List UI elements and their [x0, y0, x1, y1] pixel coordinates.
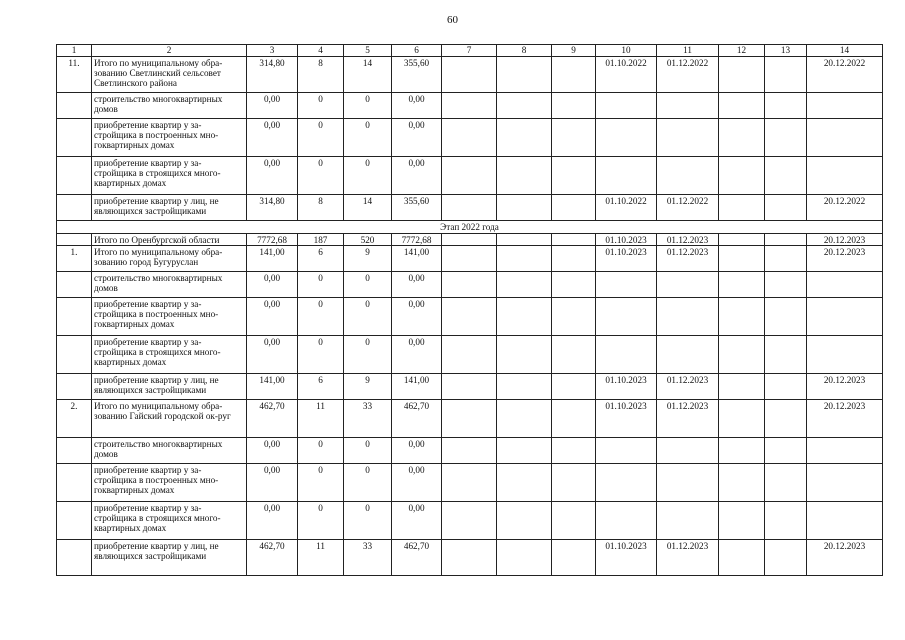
column-number-6: 6 — [392, 45, 442, 57]
row-number-cell — [57, 336, 92, 374]
value-cell-c11: 01.12.2023 — [657, 374, 719, 400]
value-cell-c4: 0 — [298, 157, 344, 195]
empty-cell — [497, 336, 552, 374]
column-number-13: 13 — [765, 45, 807, 57]
value-cell-c3: 0,00 — [247, 464, 298, 502]
row-name-cell: строительство многоквартирных домов — [92, 93, 247, 119]
value-cell-c10 — [596, 438, 657, 464]
empty-cell — [765, 298, 807, 336]
value-cell-c11: 01.12.2023 — [657, 540, 719, 576]
value-cell-c5: 9 — [344, 374, 392, 400]
value-cell-c10 — [596, 272, 657, 298]
value-cell-c3: 0,00 — [247, 157, 298, 195]
value-cell-c5: 0 — [344, 157, 392, 195]
empty-cell — [442, 502, 497, 540]
value-cell-c10: 01.10.2022 — [596, 195, 657, 221]
empty-cell — [719, 298, 765, 336]
row-name-cell: приобретение квартир у за-стройщика в строящихся много-квартирных домах — [92, 157, 247, 195]
value-cell-c6: 7772,68 — [392, 234, 442, 246]
empty-cell — [765, 502, 807, 540]
empty-cell — [719, 57, 765, 93]
empty-cell — [552, 336, 596, 374]
value-cell-c4: 0 — [298, 93, 344, 119]
empty-cell — [497, 195, 552, 221]
table-row — [57, 540, 883, 576]
empty-cell — [719, 464, 765, 502]
empty-cell — [719, 336, 765, 374]
value-cell-c6: 141,00 — [392, 374, 442, 400]
row-name-cell: приобретение квартир у за-стройщика в строящихся много-квартирных домах — [92, 502, 247, 540]
value-cell-c5: 9 — [344, 246, 392, 272]
value-cell-c6: 0,00 — [392, 119, 442, 157]
empty-cell — [719, 234, 765, 246]
value-cell-c11 — [657, 438, 719, 464]
empty-cell — [442, 234, 497, 246]
row-number-cell — [57, 374, 92, 400]
value-cell-c11: 01.12.2023 — [657, 400, 719, 438]
value-cell-c3: 314,80 — [247, 195, 298, 221]
value-cell-c14 — [807, 119, 883, 157]
value-cell-c11: 01.12.2023 — [657, 246, 719, 272]
empty-cell — [552, 195, 596, 221]
value-cell-c11 — [657, 119, 719, 157]
value-cell-c14 — [807, 336, 883, 374]
value-cell-c6: 0,00 — [392, 438, 442, 464]
empty-cell — [442, 464, 497, 502]
empty-cell — [497, 400, 552, 438]
empty-cell — [497, 57, 552, 93]
empty-cell — [442, 195, 497, 221]
table-row — [57, 234, 883, 246]
column-number-1: 1 — [57, 45, 92, 57]
empty-cell — [765, 438, 807, 464]
table-row — [57, 57, 883, 93]
empty-cell — [719, 157, 765, 195]
value-cell-c5: 0 — [344, 93, 392, 119]
value-cell-c3: 7772,68 — [247, 234, 298, 246]
value-cell-c6: 0,00 — [392, 298, 442, 336]
empty-cell — [552, 119, 596, 157]
empty-cell — [497, 93, 552, 119]
value-cell-c14 — [807, 272, 883, 298]
empty-cell — [497, 374, 552, 400]
empty-cell — [442, 57, 497, 93]
value-cell-c11: 01.12.2022 — [657, 57, 719, 93]
empty-cell — [497, 272, 552, 298]
column-number-7: 7 — [442, 45, 497, 57]
empty-cell — [497, 157, 552, 195]
table-row — [57, 157, 883, 195]
empty-cell — [442, 119, 497, 157]
value-cell-c10 — [596, 336, 657, 374]
row-name-cell: строительство многоквартирных домов — [92, 438, 247, 464]
value-cell-c6: 0,00 — [392, 502, 442, 540]
value-cell-c11: 01.12.2022 — [657, 195, 719, 221]
empty-cell — [765, 57, 807, 93]
empty-cell — [765, 272, 807, 298]
empty-cell — [442, 438, 497, 464]
value-cell-c5: 14 — [344, 195, 392, 221]
table-row — [57, 246, 883, 272]
value-cell-c4: 187 — [298, 234, 344, 246]
table-row — [57, 502, 883, 540]
value-cell-c6: 462,70 — [392, 540, 442, 576]
empty-cell — [497, 502, 552, 540]
value-cell-c11 — [657, 157, 719, 195]
row-number-cell — [57, 540, 92, 576]
value-cell-c4: 11 — [298, 540, 344, 576]
value-cell-c5: 0 — [344, 336, 392, 374]
column-number-8: 8 — [497, 45, 552, 57]
row-number-cell — [57, 438, 92, 464]
value-cell-c3: 141,00 — [247, 246, 298, 272]
empty-cell — [552, 438, 596, 464]
empty-cell — [442, 246, 497, 272]
value-cell-c6: 355,60 — [392, 57, 442, 93]
column-number-11: 11 — [657, 45, 719, 57]
empty-cell — [442, 336, 497, 374]
table-row — [57, 400, 883, 438]
value-cell-c5: 0 — [344, 119, 392, 157]
table-row — [57, 272, 883, 298]
empty-cell — [497, 234, 552, 246]
housing-program-table — [56, 44, 883, 576]
value-cell-c14 — [807, 93, 883, 119]
table-row — [57, 336, 883, 374]
empty-cell — [552, 374, 596, 400]
row-number-cell — [57, 157, 92, 195]
empty-cell — [442, 272, 497, 298]
stage-title: Этап 2022 года — [57, 221, 883, 234]
table-row — [57, 438, 883, 464]
value-cell-c10: 01.10.2023 — [596, 246, 657, 272]
value-cell-c11 — [657, 93, 719, 119]
value-cell-c3: 314,80 — [247, 57, 298, 93]
value-cell-c4: 0 — [298, 298, 344, 336]
row-name-cell: приобретение квартир у лиц, не являющихся застройщиками — [92, 540, 247, 576]
row-name-cell: приобретение квартир у лиц, не являющихся застройщиками — [92, 374, 247, 400]
column-number-9: 9 — [552, 45, 596, 57]
page-number: 60 — [447, 14, 458, 26]
empty-cell — [765, 157, 807, 195]
empty-cell — [765, 400, 807, 438]
value-cell-c6: 0,00 — [392, 272, 442, 298]
value-cell-c3: 462,70 — [247, 400, 298, 438]
column-number-5: 5 — [344, 45, 392, 57]
value-cell-c10: 01.10.2023 — [596, 540, 657, 576]
value-cell-c14: 20.12.2022 — [807, 57, 883, 93]
value-cell-c3: 462,70 — [247, 540, 298, 576]
table-row — [57, 464, 883, 502]
empty-cell — [552, 234, 596, 246]
empty-cell — [765, 234, 807, 246]
empty-cell — [552, 157, 596, 195]
row-number-cell — [57, 234, 92, 246]
empty-cell — [497, 464, 552, 502]
row-number-cell — [57, 464, 92, 502]
row-number-cell — [57, 93, 92, 119]
value-cell-c4: 0 — [298, 464, 344, 502]
value-cell-c3: 0,00 — [247, 272, 298, 298]
row-name-cell: Итого по Оренбургской области — [92, 234, 247, 246]
value-cell-c14 — [807, 502, 883, 540]
value-cell-c10 — [596, 119, 657, 157]
empty-cell — [552, 540, 596, 576]
value-cell-c3: 0,00 — [247, 438, 298, 464]
value-cell-c4: 11 — [298, 400, 344, 438]
value-cell-c10 — [596, 298, 657, 336]
empty-cell — [442, 400, 497, 438]
row-number-cell — [57, 119, 92, 157]
empty-cell — [719, 502, 765, 540]
empty-cell — [765, 195, 807, 221]
row-name-cell: приобретение квартир у за-стройщика в построенных мно-гоквартирных домах — [92, 298, 247, 336]
value-cell-c6: 141,00 — [392, 246, 442, 272]
empty-cell — [719, 119, 765, 157]
value-cell-c10 — [596, 157, 657, 195]
value-cell-c5: 0 — [344, 298, 392, 336]
value-cell-c5: 0 — [344, 272, 392, 298]
empty-cell — [497, 298, 552, 336]
empty-cell — [552, 464, 596, 502]
value-cell-c10: 01.10.2023 — [596, 234, 657, 246]
empty-cell — [552, 502, 596, 540]
row-name-cell: Итого по муниципальному обра-зованию город Бугуруслан — [92, 246, 247, 272]
row-name-cell: строительство многоквартирных домов — [92, 272, 247, 298]
value-cell-c10: 01.10.2022 — [596, 57, 657, 93]
row-name-cell: приобретение квартир у за-стройщика в строящихся много-квартирных домах — [92, 336, 247, 374]
empty-cell — [552, 272, 596, 298]
row-name-cell: приобретение квартир у за-стройщика в построенных мно-гоквартирных домах — [92, 119, 247, 157]
value-cell-c6: 462,70 — [392, 400, 442, 438]
value-cell-c3: 0,00 — [247, 298, 298, 336]
empty-cell — [765, 246, 807, 272]
value-cell-c4: 0 — [298, 438, 344, 464]
column-number-10: 10 — [596, 45, 657, 57]
value-cell-c5: 520 — [344, 234, 392, 246]
value-cell-c11: 01.12.2023 — [657, 234, 719, 246]
value-cell-c6: 0,00 — [392, 336, 442, 374]
value-cell-c6: 0,00 — [392, 157, 442, 195]
empty-cell — [497, 438, 552, 464]
empty-cell — [552, 93, 596, 119]
value-cell-c14: 20.12.2023 — [807, 540, 883, 576]
empty-cell — [497, 246, 552, 272]
value-cell-c14: 20.12.2022 — [807, 195, 883, 221]
value-cell-c5: 0 — [344, 464, 392, 502]
row-number-cell: 1. — [57, 246, 92, 272]
empty-cell — [552, 400, 596, 438]
empty-cell — [765, 464, 807, 502]
empty-cell — [765, 119, 807, 157]
empty-cell — [442, 93, 497, 119]
value-cell-c4: 8 — [298, 195, 344, 221]
table-row — [57, 93, 883, 119]
column-number-3: 3 — [247, 45, 298, 57]
value-cell-c3: 0,00 — [247, 336, 298, 374]
empty-cell — [552, 246, 596, 272]
table-row — [57, 298, 883, 336]
empty-cell — [719, 93, 765, 119]
value-cell-c11 — [657, 336, 719, 374]
column-number-12: 12 — [719, 45, 765, 57]
empty-cell — [552, 298, 596, 336]
value-cell-c4: 0 — [298, 119, 344, 157]
row-name-cell: приобретение квартир у лиц, не являющихся застройщиками — [92, 195, 247, 221]
empty-cell — [442, 157, 497, 195]
value-cell-c10 — [596, 464, 657, 502]
empty-cell — [765, 374, 807, 400]
empty-cell — [719, 374, 765, 400]
column-number-4: 4 — [298, 45, 344, 57]
value-cell-c4: 0 — [298, 502, 344, 540]
empty-cell — [497, 119, 552, 157]
value-cell-c11 — [657, 502, 719, 540]
row-name-cell: приобретение квартир у за-стройщика в построенных мно-гоквартирных домах — [92, 464, 247, 502]
value-cell-c10: 01.10.2023 — [596, 400, 657, 438]
row-number-cell — [57, 502, 92, 540]
value-cell-c11 — [657, 298, 719, 336]
value-cell-c14: 20.12.2023 — [807, 400, 883, 438]
empty-cell — [719, 438, 765, 464]
value-cell-c10: 01.10.2023 — [596, 374, 657, 400]
empty-cell — [442, 374, 497, 400]
value-cell-c14 — [807, 464, 883, 502]
row-number-cell — [57, 195, 92, 221]
empty-cell — [765, 93, 807, 119]
value-cell-c14 — [807, 157, 883, 195]
row-number-cell: 2. — [57, 400, 92, 438]
column-number-row — [57, 45, 883, 57]
value-cell-c3: 0,00 — [247, 119, 298, 157]
value-cell-c14: 20.12.2023 — [807, 374, 883, 400]
empty-cell — [442, 540, 497, 576]
value-cell-c11 — [657, 464, 719, 502]
value-cell-c5: 33 — [344, 540, 392, 576]
value-cell-c4: 0 — [298, 272, 344, 298]
row-name-cell: Итого по муниципальному обра-зованию Гайский городской ок-руг — [92, 400, 247, 438]
table-row — [57, 195, 883, 221]
value-cell-c10 — [596, 93, 657, 119]
value-cell-c14: 20.12.2023 — [807, 246, 883, 272]
table-row — [57, 119, 883, 157]
empty-cell — [442, 298, 497, 336]
value-cell-c4: 8 — [298, 57, 344, 93]
empty-cell — [765, 336, 807, 374]
row-number-cell — [57, 272, 92, 298]
table-row — [57, 374, 883, 400]
value-cell-c3: 0,00 — [247, 93, 298, 119]
value-cell-c5: 0 — [344, 502, 392, 540]
empty-cell — [719, 195, 765, 221]
column-number-14: 14 — [807, 45, 883, 57]
value-cell-c5: 14 — [344, 57, 392, 93]
value-cell-c4: 0 — [298, 336, 344, 374]
stage-row — [57, 221, 883, 234]
row-number-cell — [57, 298, 92, 336]
value-cell-c11 — [657, 272, 719, 298]
value-cell-c4: 6 — [298, 246, 344, 272]
empty-cell — [497, 540, 552, 576]
value-cell-c4: 6 — [298, 374, 344, 400]
value-cell-c6: 355,60 — [392, 195, 442, 221]
value-cell-c6: 0,00 — [392, 464, 442, 502]
column-number-2: 2 — [92, 45, 247, 57]
value-cell-c14 — [807, 438, 883, 464]
empty-cell — [719, 400, 765, 438]
value-cell-c6: 0,00 — [392, 93, 442, 119]
row-name-cell: Итого по муниципальному обра-зованию Светлинский сельсовет Светлинского района — [92, 57, 247, 93]
value-cell-c5: 0 — [344, 438, 392, 464]
value-cell-c14 — [807, 298, 883, 336]
empty-cell — [719, 246, 765, 272]
empty-cell — [765, 540, 807, 576]
value-cell-c5: 33 — [344, 400, 392, 438]
value-cell-c3: 0,00 — [247, 502, 298, 540]
value-cell-c10 — [596, 502, 657, 540]
empty-cell — [552, 57, 596, 93]
value-cell-c3: 141,00 — [247, 374, 298, 400]
value-cell-c14: 20.12.2023 — [807, 234, 883, 246]
row-number-cell: 11. — [57, 57, 92, 93]
empty-cell — [719, 272, 765, 298]
empty-cell — [719, 540, 765, 576]
